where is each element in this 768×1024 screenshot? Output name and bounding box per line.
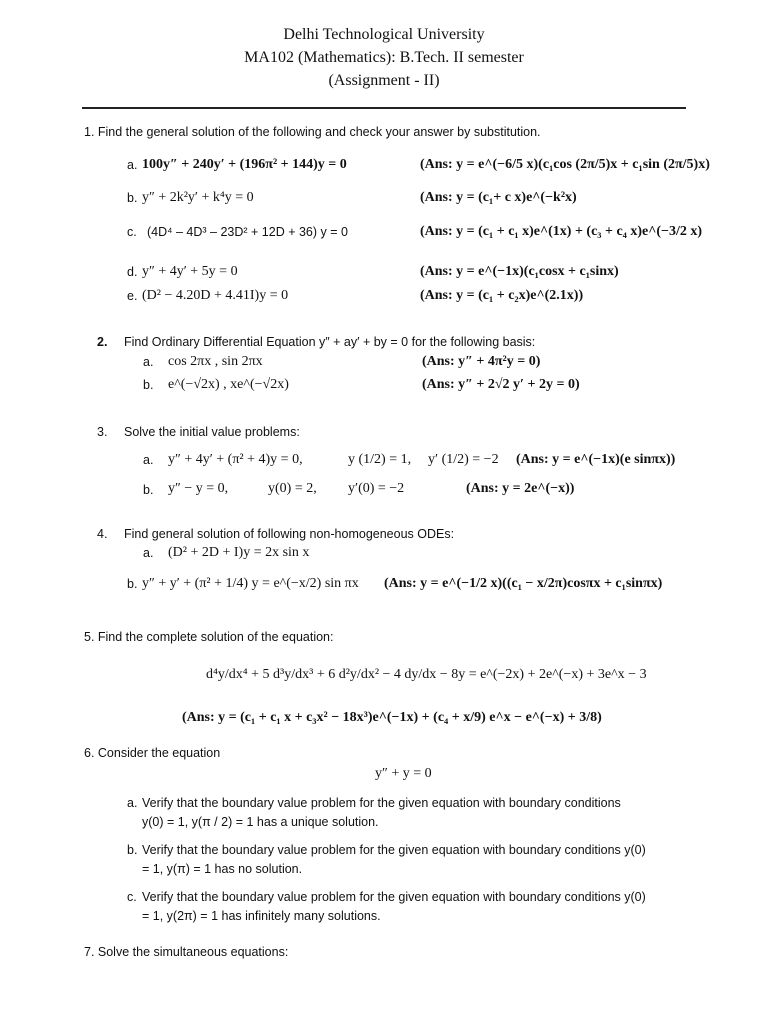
course-title: MA102 (Mathematics): B.Tech. II semester	[244, 49, 524, 66]
q5-eq: d⁴y/dx⁴ + 5 d³y/dx³ + 6 d²y/dx² − 4 dy/dx − 8y = e^(−2x) + 2e^(−x) + 3e^x − 3	[206, 667, 647, 682]
q3a-label: a.	[143, 453, 154, 467]
q2a-label: a.	[143, 355, 154, 369]
q6b-label: b.	[127, 843, 138, 857]
q7-text: 7. Solve the simultaneous equations:	[84, 945, 289, 959]
q1d-ans: (Ans: y = e^(−1x)(c₁cosx + c₁sinx)	[420, 264, 619, 279]
q1e-ans: (Ans: y = (c₁ + c₂x)e^(2.1x))	[420, 288, 584, 303]
q3b-label: b.	[143, 483, 154, 497]
q4b-eq: y″ + y′ + (π² + 1/4) y = e^(−x/2) sin πx	[142, 576, 359, 591]
q1-text: 1. Find the general solution of the following and check your answer by substitution.	[84, 125, 541, 139]
q4-text: Find general solution of following non-homogeneous ODEs:	[124, 527, 455, 541]
q3b-eq: y″ − y = 0,	[168, 481, 229, 496]
q3-num: 3.	[97, 425, 108, 439]
q6-eq: y″ + y = 0	[375, 766, 432, 781]
q4b-label: b.	[127, 577, 138, 591]
q6b-line2: = 1, y(π) = 1 has no solution.	[142, 862, 303, 876]
q1c-ans: (Ans: y = (c₁ + c₁ x)e^(1x) + (c₃ + c₄ x)e^(−3/2 x)	[420, 224, 703, 239]
q4b-ans: (Ans: y = e^(−1/2 x)((c₁ − x/2π)cosπx + c₁sinπx)	[384, 576, 663, 591]
q3a-c2: y′ (1/2) = −2	[428, 452, 499, 467]
assignment-title: (Assignment - II)	[328, 72, 440, 89]
q1e-eq: (D² − 4.20D + 4.41I)y = 0	[142, 288, 289, 303]
q1a-ans: (Ans: y = e^(−6/5 x)(c₁cos (2π/5)x + c₁sin (2π/5)x)	[420, 157, 710, 172]
q2a-ans: (Ans: y″ + 4π²y = 0)	[422, 354, 541, 369]
q1b-eq: y″ + 2k²y′ + k⁴y = 0	[142, 190, 254, 205]
q1c-eq: (4D⁴ – 4D³ – 23D² + 12D + 36) y = 0	[147, 225, 348, 239]
q3a-eq: y″ + 4y′ + (π² + 4)y = 0,	[168, 452, 303, 467]
q3-text: Solve the initial value problems:	[124, 425, 300, 439]
q1a-eq: 100y″ + 240y′ + (196π² + 144)y = 0	[142, 157, 347, 172]
q2-text: Find Ordinary Differential Equation y″ + ay′ + by = 0 for the following basis:	[124, 335, 536, 349]
q2-num: 2.	[97, 335, 108, 349]
q2a-eq: cos 2πx , sin 2πx	[168, 354, 263, 369]
q1b-ans: (Ans: y = (c₁+ c x)e^(−k²x)	[420, 190, 577, 205]
q5-ans: (Ans: y = (c₁ + c₁ x + c₃x² − 18x³)e^(−1x) + (c₄ + x/9) e^x − e^(−x) + 3/8)	[182, 710, 602, 725]
q1e-label: e.	[127, 289, 138, 303]
q6-text: 6. Consider the equation	[84, 746, 221, 760]
q3a-ans: (Ans: y = e^(−1x)(e sinπx))	[516, 452, 676, 467]
q3b-c2: y′(0) = −2	[348, 481, 405, 496]
q4-num: 4.	[97, 527, 108, 541]
q1a-label: a.	[127, 158, 138, 172]
university-title: Delhi Technological University	[283, 26, 485, 43]
header-rule	[82, 107, 686, 109]
q6c-line2: = 1, y(2π) = 1 has infinitely many solutions.	[142, 909, 381, 923]
q4a-eq: (D² + 2D + I)y = 2x sin x	[168, 545, 310, 560]
q1c-label: c.	[127, 225, 137, 239]
q5-text: 5. Find the complete solution of the equation:	[84, 630, 334, 644]
q4a-label: a.	[143, 546, 154, 560]
q3a-c1: y (1/2) = 1,	[348, 452, 412, 467]
q1d-eq: y″ + 4y′ + 5y = 0	[142, 264, 238, 279]
q2b-ans: (Ans: y″ + 2√2 y′ + 2y = 0)	[422, 377, 580, 392]
q6b-line1: Verify that the boundary value problem for the given equation with boundary conditions y(0)	[142, 843, 646, 857]
q6a-line2: y(0) = 1, y(π / 2) = 1 has a unique solution.	[142, 815, 379, 829]
q3b-c1: y(0) = 2,	[268, 481, 317, 496]
q3b-ans: (Ans: y = 2e^(−x))	[466, 481, 575, 496]
q6c-line1: Verify that the boundary value problem for the given equation with boundary conditions y(0)	[142, 890, 646, 904]
q6c-label: c.	[127, 890, 137, 904]
q2b-eq: e^(−√2x) , xe^(−√2x)	[168, 377, 289, 392]
q2b-label: b.	[143, 378, 154, 392]
q1b-label: b.	[127, 191, 138, 205]
q1d-label: d.	[127, 265, 138, 279]
q6a-label: a.	[127, 796, 138, 810]
q6a-line1: Verify that the boundary value problem for the given equation with boundary conditions	[142, 796, 621, 810]
